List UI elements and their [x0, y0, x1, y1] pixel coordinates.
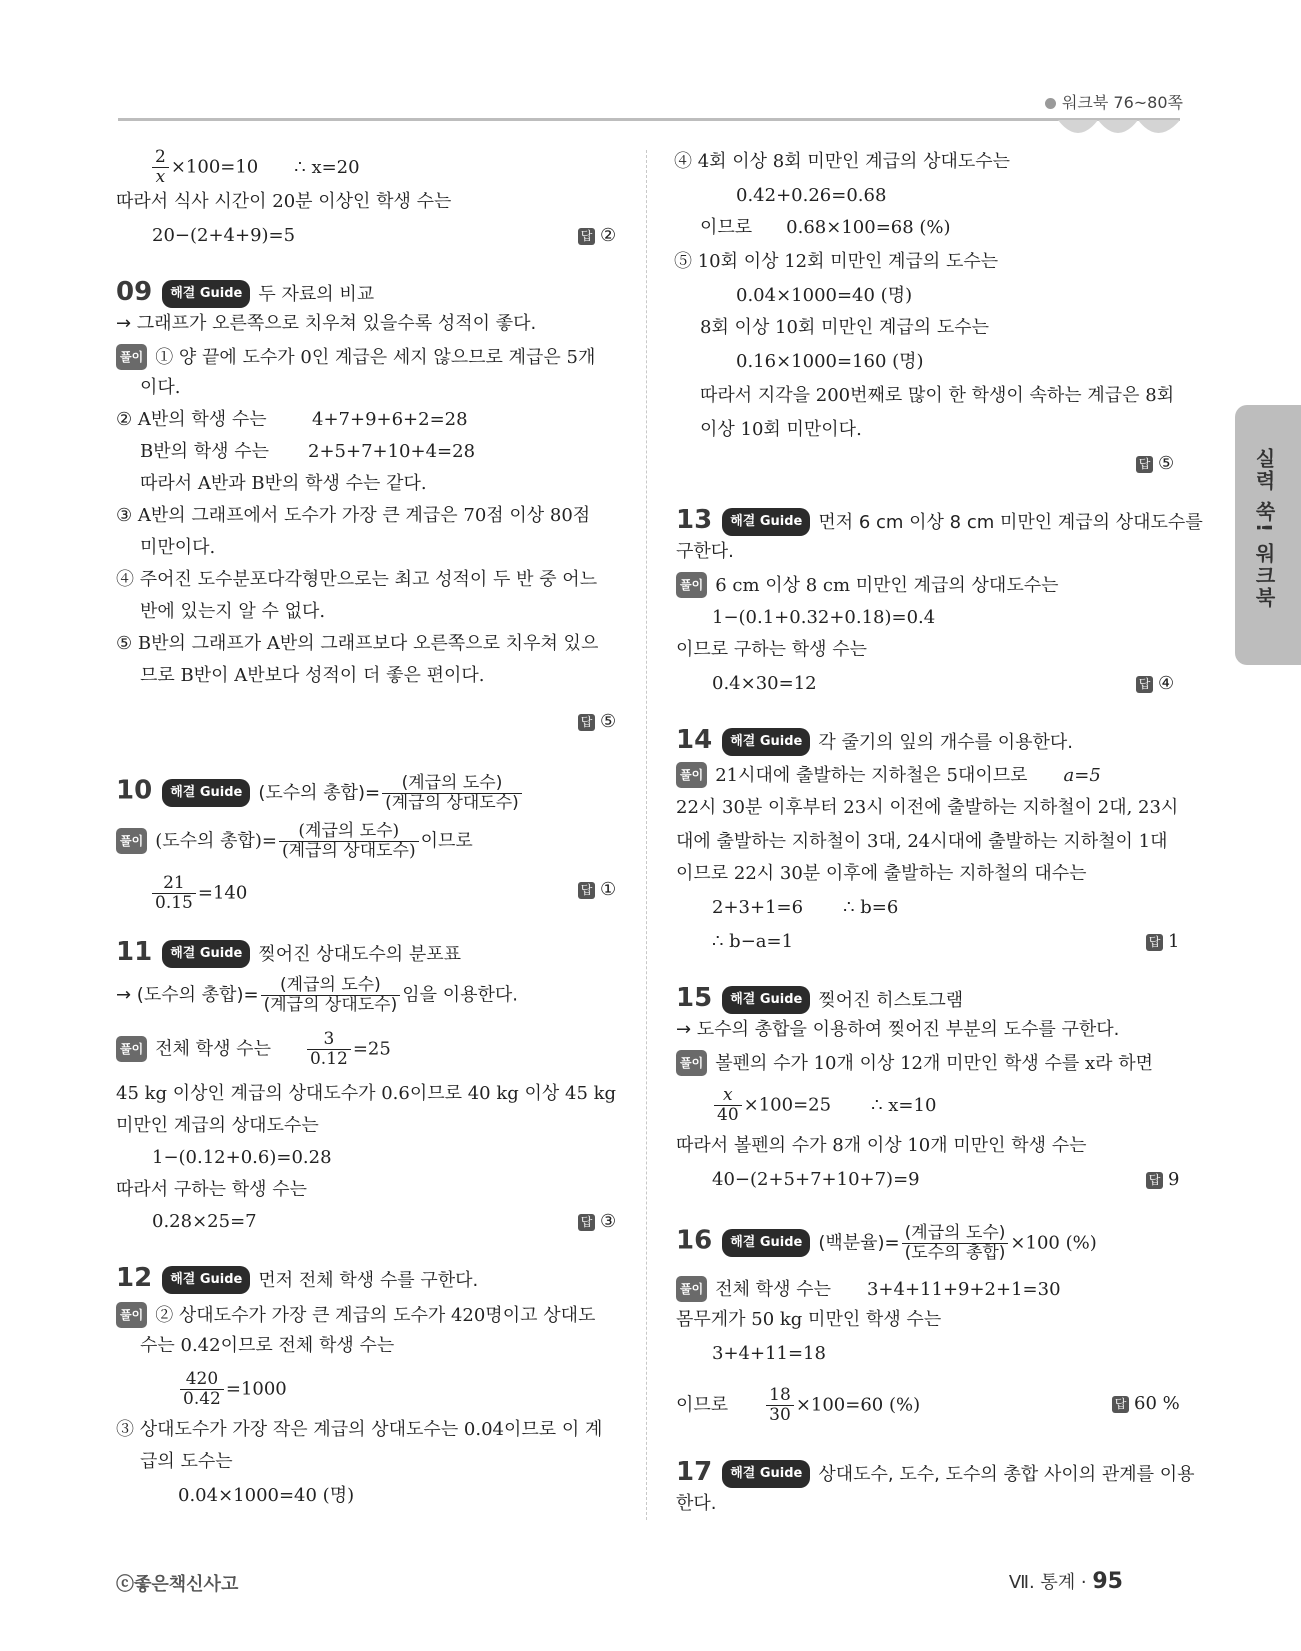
bullet-icon	[1045, 98, 1056, 109]
q16-sol-4: 이므로 $\frac{18}{30}$ ×100=60 (%)	[676, 1385, 921, 1425]
q08-text: 따라서 식사 시간이 20분 이상인 학생 수는	[116, 191, 452, 212]
q11-sol-2a: 45 kg 이상인 계급의 상대도수가 0.6이므로 40 kg 이상 45 kg	[116, 1083, 617, 1104]
q14-sol-6: ∴ b−a=1	[712, 931, 794, 952]
guide-badge: 해결 Guide	[722, 728, 810, 756]
answer-icon: 답	[578, 882, 595, 899]
guide-badge: 해결 Guide	[162, 779, 250, 807]
q09-sol-4a: ④ 주어진 도수분포다각형만으로는 최고 성적이 두 반 중 어느	[116, 569, 598, 590]
q17-header: 17 해결 Guide 상대도수, 도수, 도수의 총합 사이의 관계를 이용	[676, 1457, 1195, 1487]
answer-icon: 답	[1112, 1396, 1129, 1413]
q14-sol-5: 2+3+1=6 ∴ b=6	[712, 897, 899, 918]
q14-sol-2: 22시 30분 이후부터 23시 이전에 출발하는 지하철이 2대, 23시	[676, 797, 1179, 818]
workbook-reference-text: 워크북 76~80쪽	[1061, 93, 1183, 112]
q11-header: 11 해결 Guide 찢어진 상대도수의 분포표	[116, 937, 462, 967]
q09-sol-1b: 이다.	[140, 377, 181, 398]
q12-sol-2a: ③ 상대도수가 가장 작은 계급의 상대도수는 0.04이므로 이 계	[116, 1419, 603, 1440]
q16-sol-2: 몸무게가 50 kg 미만인 학생 수는	[676, 1309, 942, 1330]
page-number: 95	[1092, 1569, 1123, 1594]
q13-number: 13	[676, 505, 713, 535]
q08-eq-2: 20−(2+4+9)=5	[152, 225, 296, 246]
pool-badge: 풀이	[116, 344, 147, 370]
pool-badge: 풀이	[676, 1050, 707, 1076]
header-rule	[118, 118, 1180, 121]
q09-sol-2c: 따라서 A반과 B반의 학생 수는 같다.	[140, 473, 427, 494]
fraction: $\frac{\text{(계급의 도수)}}{\text{(계급의 상대도수)}}$	[261, 976, 401, 1015]
q15-sol-4: 40−(2+5+7+10+7)=9	[712, 1169, 920, 1190]
page-footer: Ⅶ. 통계 · 95	[1008, 1569, 1123, 1594]
q12-sol-1a: 풀이 ② 상대도수가 가장 큰 계급의 도수가 420명이고 상대도	[116, 1302, 595, 1328]
q09-sol-5a: ⑤ B반의 그래프가 A반의 그래프보다 오른쪽으로 치우쳐 있으	[116, 633, 599, 654]
q14-number: 14	[676, 725, 713, 755]
side-tab-label: 실력 쑥! 워크북	[1252, 448, 1276, 610]
pool-badge: 풀이	[676, 572, 707, 598]
pool-badge: 풀이	[116, 1302, 147, 1328]
q12-sol-5a: ⑤ 10회 이상 12회 미만인 계급의 도수는	[674, 251, 999, 272]
q12-sol-5f: 이상 10회 미만이다.	[700, 419, 862, 440]
q09-sol-3a: ③ A반의 그래프에서 도수가 가장 큰 계급은 70점 이상 80점	[116, 505, 591, 526]
q10-number: 10	[116, 775, 153, 806]
q14-sol-3: 대에 출발하는 지하철이 3대, 24시대에 출발하는 지하철이 1대	[676, 831, 1168, 852]
q17-number: 17	[676, 1457, 713, 1487]
q08-eq-1: $\frac{2}{x}$ ×100=10 ∴ x=20	[150, 148, 360, 187]
answer-icon: 답	[1146, 1172, 1163, 1189]
q10-answer: 답 ①	[578, 878, 616, 902]
q13-answer: 답 ④	[1136, 672, 1174, 696]
guide-badge: 해결 Guide	[722, 508, 810, 536]
q15-arrow-note: → 도수의 총합을 이용하여 찢어진 부분의 도수를 구한다.	[676, 1019, 1120, 1040]
guide-badge: 해결 Guide	[162, 280, 250, 308]
chapter-label: Ⅶ. 통계	[1008, 1572, 1076, 1593]
q09-answer: 답 ⑤	[578, 710, 616, 734]
q14-sol-4: 이므로 22시 30분 이후에 출발하는 지하철의 대수는	[676, 863, 1087, 884]
q15-number: 15	[676, 983, 713, 1013]
fraction: $\frac{18}{30}$	[766, 1386, 794, 1425]
q09-sol-4b: 반에 있는지 알 수 없다.	[140, 601, 326, 622]
pool-badge: 풀이	[676, 1276, 707, 1302]
q09-sol-2b: B반의 학생 수는 2+5+7+10+4=28	[140, 441, 476, 462]
q12-sol-5c: 8회 이상 10회 미만인 계급의 도수는	[700, 317, 990, 338]
q13-sol-3: 이므로 구하는 학생 수는	[676, 639, 868, 660]
q15-header: 15 해결 Guide 찢어진 히스토그램	[676, 983, 964, 1013]
q11-sol-3: 1−(0.12+0.6)=0.28	[152, 1147, 332, 1168]
q15-sol-2: $\frac{x}{40}$ ×100=25 ∴ x=10	[712, 1086, 936, 1125]
q16-sol-1: 풀이 전체 학생 수는 3+4+11+9+2+1=30	[676, 1276, 1061, 1302]
q11-number: 11	[116, 937, 153, 967]
guide-badge: 해결 Guide	[722, 1229, 810, 1257]
q16-number: 16	[676, 1225, 713, 1256]
q09-sol-1a: 풀이 ① 양 끝에 도수가 0인 계급은 세지 않으므로 계급은 5개	[116, 344, 595, 370]
q13-guide-b: 구한다.	[676, 541, 734, 562]
fraction: $\frac{\text{(계급의 도수)}}{\text{(계급의 상대도수)}}$	[279, 822, 419, 861]
q09-sol-5b: 므로 B반이 A반보다 성적이 더 좋은 편이다.	[140, 665, 485, 686]
q11-sol-5: 0.28×25=7	[152, 1211, 257, 1232]
workbook-reference	[1045, 90, 1183, 113]
q13-sol-4: 0.4×30=12	[712, 673, 817, 694]
q12-sol-2b: 급의 도수는	[140, 1451, 233, 1472]
fraction: $\frac{21}{0.15}$	[152, 874, 196, 913]
q12-sol-1b: 수는 0.42이므로 전체 학생 수는	[140, 1335, 395, 1356]
q12-header: 12 해결 Guide 먼저 전체 학생 수를 구한다.	[116, 1263, 479, 1293]
pool-badge: 풀이	[676, 762, 707, 788]
answer-icon: 답	[578, 228, 595, 245]
q15-sol-3: 따라서 볼펜의 수가 8개 이상 10개 미만인 학생 수는	[676, 1135, 1087, 1156]
q10-sol-1: 풀이 (도수의 총합)= $\frac{\text{(계급의 도수)}}{\text{(계급의 상대도수)}}$ 이므로	[116, 822, 473, 861]
q14-sol-1: 풀이 21시대에 출발하는 지하철은 5대이므로 a=5	[676, 762, 1101, 788]
guide-badge: 해결 Guide	[162, 940, 250, 968]
fraction: $\frac{x}{40}$	[714, 1086, 742, 1125]
q16-answer: 답 60 %	[1112, 1392, 1180, 1416]
publisher-logo: ⓒ좋은책신사고	[116, 1574, 239, 1595]
fraction: $\frac{\text{(계급의 도수)}}{\text{(계급의 상대도수)}}$	[382, 774, 522, 813]
fraction: $\frac{3}{0.12}$	[307, 1030, 351, 1069]
pool-badge: 풀이	[116, 828, 147, 854]
q13-sol-1: 풀이 6 cm 이상 8 cm 미만인 계급의 상대도수는	[676, 572, 1059, 598]
q12-sol-5b: 0.04×1000=40 (명)	[736, 285, 913, 306]
q14-answer: 답 1	[1146, 930, 1179, 954]
q11-arrow-note: → (도수의 총합)= $\frac{\text{(계급의 도수)}}{\text{(계급의 상대도수)}}$ 임을 이용한다.	[116, 975, 518, 1015]
fraction: $\frac{\text{(계급의 도수)}}{\text{(도수의 총합)}}$	[902, 1224, 1009, 1263]
q15-answer: 답 9	[1146, 1168, 1179, 1192]
q09-guide: 두 자료의 비교	[258, 284, 375, 305]
guide-badge: 해결 Guide	[162, 1266, 250, 1294]
guide-badge: 해결 Guide	[722, 1460, 810, 1488]
q10-sol-2: $\frac{21}{0.15}$ =140	[150, 874, 247, 913]
q16-header: 16 해결 Guide (백분율)= $\frac{\text{(계급의 도수)}}{\text{(도수의 총합)}}$ ×100 (%)	[676, 1223, 1097, 1263]
answer-icon: 답	[578, 1214, 595, 1231]
fraction: $\frac{420}{0.42}$	[180, 1370, 224, 1409]
guide-badge: 해결 Guide	[722, 986, 810, 1014]
q09-arrow-note: → 그래프가 오른쪽으로 치우쳐 있을수록 성적이 좋다.	[116, 313, 537, 334]
pool-badge: 풀이	[116, 1036, 147, 1062]
q12-sol-4a: ④ 4회 이상 8회 미만인 계급의 상대도수는	[674, 151, 1011, 172]
answer-icon: 답	[1136, 676, 1153, 693]
answer-icon: 답	[578, 714, 595, 731]
q11-sol-1: 풀이 전체 학생 수는 $\frac{3}{0.12}$ =25	[116, 1030, 391, 1069]
q12-sol-4c: 이므로 0.68×100=68 (%)	[700, 217, 951, 238]
q14-header: 14 해결 Guide 각 줄기의 잎의 개수를 이용한다.	[676, 725, 1073, 755]
q12-sol-5e: 따라서 지각을 200번째로 많이 한 학생이 속하는 계급은 8회	[700, 385, 1175, 406]
q13-sol-2: 1−(0.1+0.32+0.18)=0.4	[712, 607, 936, 628]
q11-answer: 답 ③	[578, 1210, 616, 1234]
q09-number: 09	[116, 277, 153, 307]
q12-number: 12	[116, 1263, 153, 1293]
column-divider	[646, 150, 647, 1520]
q15-sol-1: 풀이 볼펜의 수가 10개 이상 12개 미만인 학생 수를 x라 하면	[676, 1050, 1153, 1076]
q12-sol-2c: 0.04×1000=40 (명)	[178, 1485, 355, 1506]
q08-answer: 답 ②	[578, 224, 616, 248]
q12-sol-4b: 0.42+0.26=0.68	[736, 185, 887, 206]
q16-sol-3: 3+4+11=18	[712, 1343, 826, 1364]
q09-header	[116, 277, 375, 308]
q12-sol-5d: 0.16×1000=160 (명)	[736, 351, 924, 372]
fraction: $\frac{2}{x}$	[152, 148, 169, 187]
q12-answer: 답 ⑤	[1136, 452, 1174, 476]
scallop-decoration	[1058, 120, 1180, 134]
q11-sol-2b: 미만인 계급의 상대도수는	[116, 1115, 319, 1136]
q09-sol-2a: ② A반의 학생 수는 4+7+9+6+2=28	[116, 409, 468, 430]
answer-icon: 답	[1136, 456, 1153, 473]
q12-sol-1c: $\frac{420}{0.42}$ =1000	[178, 1370, 287, 1409]
q13-header: 13 해결 Guide 먼저 6 cm 이상 8 cm 미만인 계급의 상대도수를	[676, 505, 1203, 535]
q10-header: 10 해결 Guide (도수의 총합)= $\frac{\text{(계급의 도수)}}{\text{(계급의 상대도수)}}$	[116, 774, 524, 813]
q17-guide-b: 한다.	[676, 1493, 717, 1514]
q09-sol-3b: 미만이다.	[140, 537, 216, 558]
answer-icon: 답	[1146, 934, 1163, 951]
q11-sol-4: 따라서 구하는 학생 수는	[116, 1179, 308, 1200]
